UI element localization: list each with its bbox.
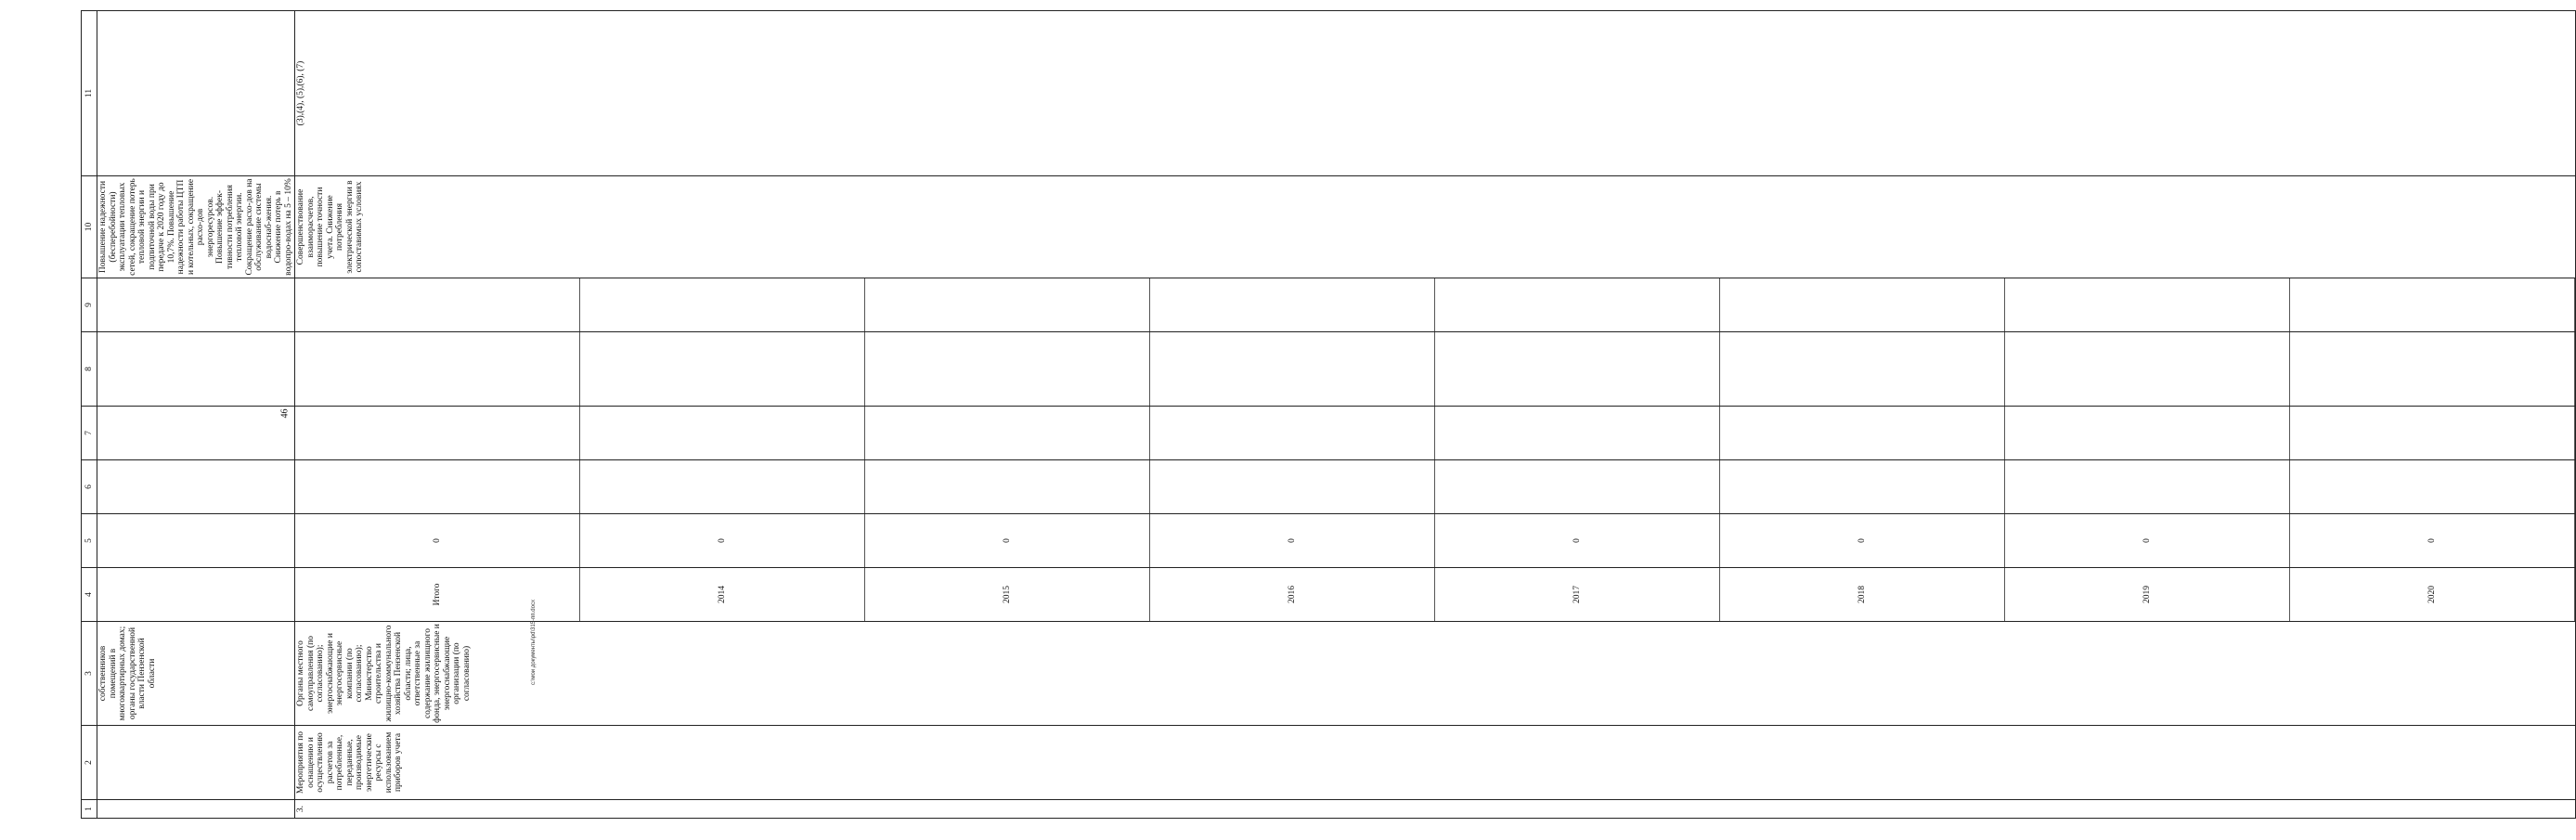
col9-cell <box>295 278 2576 332</box>
col9-values <box>295 278 2575 331</box>
row-number: 3. <box>295 800 2576 819</box>
table-row-continuation <box>97 11 295 819</box>
col5-value: 0 <box>2290 514 2575 567</box>
year-total: Итого <box>295 568 580 621</box>
col7-values <box>295 407 2575 459</box>
col-header-10: 10 <box>82 176 97 278</box>
cell-empty <box>97 332 295 407</box>
rotated-table-container <box>81 11 2437 819</box>
col8-values <box>295 332 2575 406</box>
col-header-1: 1 <box>82 800 97 819</box>
col7-cell <box>295 407 2576 460</box>
expected-result: Совершенствование взаиморасчетов, повышение точности учета. Снижение потребления электрической энергии в сопоставимых условиях <box>295 176 2576 278</box>
cont-executors: собственников помещений в многоквартирных домах; органы государственной власти Пензенской области <box>97 622 295 726</box>
col5-value: 0 <box>580 514 865 567</box>
col6-cell <box>295 460 2576 514</box>
year-2020: 2020 <box>2290 568 2575 621</box>
program-table <box>81 10 2576 819</box>
cell-empty <box>97 11 295 176</box>
col5-value: 0 <box>2005 514 2290 567</box>
year-2019: 2019 <box>2005 568 2290 621</box>
col5-value: 0 <box>1435 514 1720 567</box>
year-2016: 2016 <box>1150 568 1435 621</box>
col-header-5: 5 <box>82 514 97 568</box>
col5-value: 0 <box>295 514 580 567</box>
col-header-7: 7 <box>82 407 97 460</box>
col-header-2: 2 <box>82 726 97 800</box>
years-list <box>295 568 2575 621</box>
header-row <box>82 11 97 819</box>
cell-empty <box>97 800 295 819</box>
measure-name: Мероприятия по оснащению и осуществлению расчетов за потребленные, переданные, производимые энергетические ресурсы с использованием приборов учета <box>295 726 2576 800</box>
year-2014: 2014 <box>580 568 865 621</box>
col-header-11: 11 <box>82 11 97 176</box>
cell-empty <box>97 407 295 460</box>
col5-cell <box>295 514 2576 568</box>
year-2017: 2017 <box>1435 568 1720 621</box>
page-number: 46 <box>279 408 291 419</box>
cell-empty <box>97 278 295 332</box>
executors: Органы местного самоуправления (по согласованию); энергоснабжающие и энергосервисные компании (по согласованию); Министерство строительства и жилищно-коммунального хозяйства Пензенской области; лица, ответственные за содержание жилищного фонда, энергосервисные и энергоснабжающие организации (по согласованию) <box>295 622 2576 726</box>
col5-value: 0 <box>1150 514 1435 567</box>
col-header-6: 6 <box>82 460 97 514</box>
cont-result: Повышение надежности (бесперебойности) эксплуатации тепловых сетей, сокращение потерь тепловой энергии и подпиточной воды при передаче к 2020 году до 10,7%. Повышение надежности работы ЦТП и котельных, сокращение расхо-дов энергоресурсов. Повышение эффек-тивности потребления тепловой энергии. Сокращение расхо-дов на обслуживание системы водоснаб-жения. Снижение потерь в водопро-водах на 5 – 10% <box>97 176 295 278</box>
col-header-3: 3 <box>82 622 97 726</box>
cell-empty <box>97 460 295 514</box>
cell-empty <box>97 726 295 800</box>
col5-values <box>295 514 2575 567</box>
col8-cell <box>295 332 2576 407</box>
col5-value: 0 <box>1720 514 2005 567</box>
cell-empty <box>97 568 295 622</box>
col5-value: 0 <box>865 514 1150 567</box>
years-cell <box>295 568 2576 622</box>
indicator-refs: (3),(4), (5),(6), (7) <box>295 11 2576 176</box>
file-path-footer: c:\мои документы\pd\315-пп.docx <box>531 600 537 685</box>
year-2015: 2015 <box>865 568 1150 621</box>
col-header-4: 4 <box>82 568 97 622</box>
year-2018: 2018 <box>1720 568 2005 621</box>
col-header-9: 9 <box>82 278 97 332</box>
col6-values <box>295 460 2575 513</box>
table-row-3 <box>295 11 2576 819</box>
col-header-8: 8 <box>82 332 97 407</box>
cell-empty <box>97 514 295 568</box>
